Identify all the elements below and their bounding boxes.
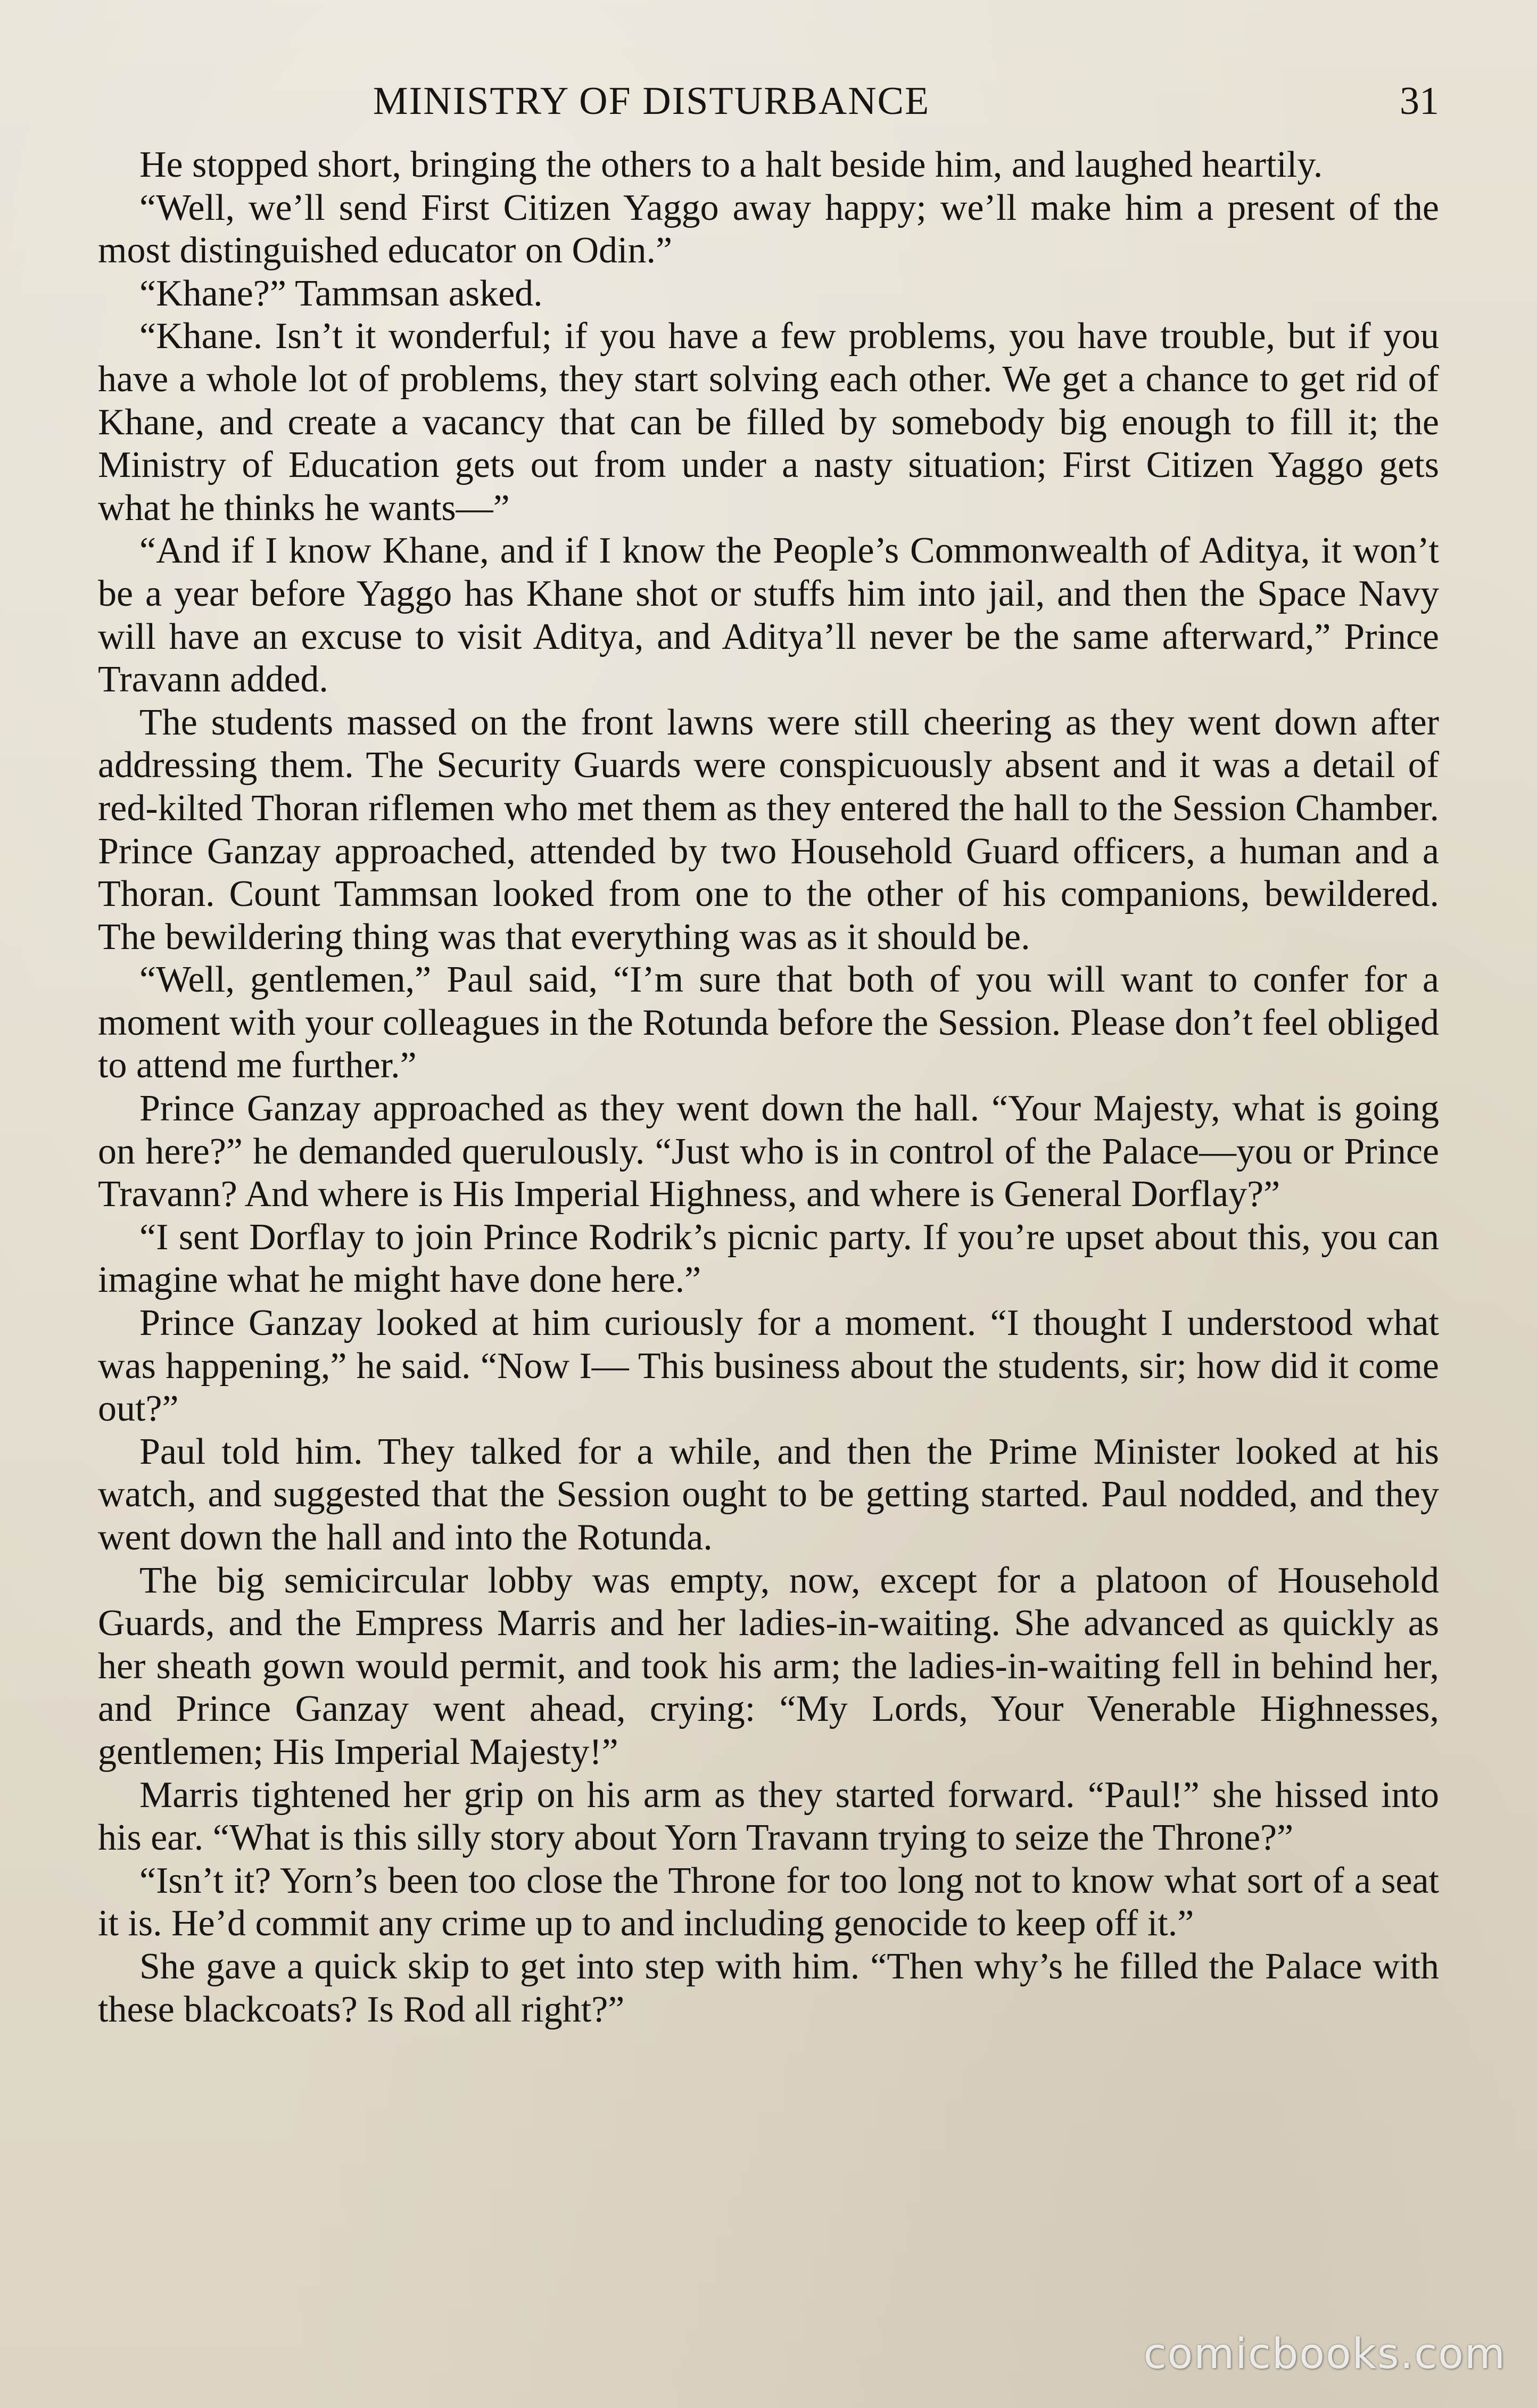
paragraph: The big semicircular lobby was empty, now, except for a platoon of Household Guards, and the Empress Marris and her ladies-in-waiting. She advanced as quickly as her sheath gown would permit, and took his arm; the ladies-in-waiting fell in behind her, and Prince Ganzay went ahead, crying: “My Lords, Your Venerable Highnesses, gentlemen; His Imperial Majesty!” <box>98 1560 1439 1772</box>
running-head: MINISTRY OF DISTURBANCE <box>373 79 930 123</box>
paragraph: “And if I know Khane, and if I know the People’s Commonwealth of Aditya, it won’t be a year before Yaggo has Khane shot or stuffs him into jail, and then the Space Navy will have an excuse to visit Aditya, and Aditya’ll never be the same afterward,” Prince Travann added. <box>98 530 1439 700</box>
page-body <box>98 144 1439 2031</box>
paragraph: Paul told him. They talked for a while, and then the Prime Minister looked at his watch, and suggested that the Session ought to be getting started. Paul nodded, and they went down the hall and into the Rotunda. <box>98 1431 1439 1558</box>
paragraph: “Khane?” Tammsan asked. <box>139 273 543 314</box>
paragraph: “Khane. Isn’t it wonderful; if you have a few problems, you have trouble, but if you have a whole lot of problems, they start solving each other. We get a chance to get rid of Khane, and create a vacancy that can be filled by somebody big enough to fill it; the Ministry of Education gets out from under a nasty situation; First Citizen Yaggo gets what he thinks he wants—” <box>98 316 1439 529</box>
paragraph: Prince Ganzay looked at him curiously for a moment. “I thought I understood what was happening,” he said. “Now I— This business about the students, sir; how did it come out?” <box>98 1302 1439 1430</box>
watermark: comicbooks.com <box>1143 2330 1506 2378</box>
paragraph: Prince Ganzay approached as they went down the hall. “Your Majesty, what is going on here?” he demanded querulously. “Just who is in control of the Palace—you or Prince Travann? And where is His Imperial Highness, and where is General Dorflay?” <box>98 1088 1439 1215</box>
page-number: 31 <box>1400 79 1439 123</box>
page-header <box>98 75 1439 128</box>
paragraph: “Isn’t it? Yorn’s been too close the Throne for too long not to know what sort of a seat it is. He’d commit any crime up to and including genocide to keep off it.” <box>98 1860 1439 1944</box>
paragraph: “I sent Dorflay to join Prince Rodrik’s picnic party. If you’re upset about this, you can imagine what he might have done here.” <box>98 1216 1439 1301</box>
paragraph: She gave a quick skip to get into step with him. “Then why’s he filled the Palace with these blackcoats? Is Rod all right?” <box>98 1945 1439 2030</box>
paragraph: He stopped short, bringing the others to a halt beside him, and laughed heartily. <box>139 144 1323 185</box>
paragraph: Marris tightened her grip on his arm as they started forward. “Paul!” she hissed into his ear. “What is this silly story about Yorn Travann trying to seize the Throne?” <box>98 1774 1439 1859</box>
paragraph: “Well, we’ll send First Citizen Yaggo away happy; we’ll make him a present of the most distinguished educator on Odin.” <box>98 187 1439 271</box>
paragraph: “Well, gentlemen,” Paul said, “I’m sure that both of you will want to confer for a moment with your colleagues in the Rotunda before the Session. Please don’t feel obliged to attend me further.” <box>98 959 1439 1086</box>
paragraph: The students massed on the front lawns were still cheering as they went down after addressing them. The Security Guards were conspicuously absent and it was a detail of red-kilted Thoran riflemen who met them as they entered the hall to the Session Chamber. Prince Ganzay approached, attended by two Household Guard officers, a human and a Thoran. Count Tammsan looked from one to the other of his companions, bewildered. The bewildering thing was that everything was as it should be. <box>98 702 1439 958</box>
